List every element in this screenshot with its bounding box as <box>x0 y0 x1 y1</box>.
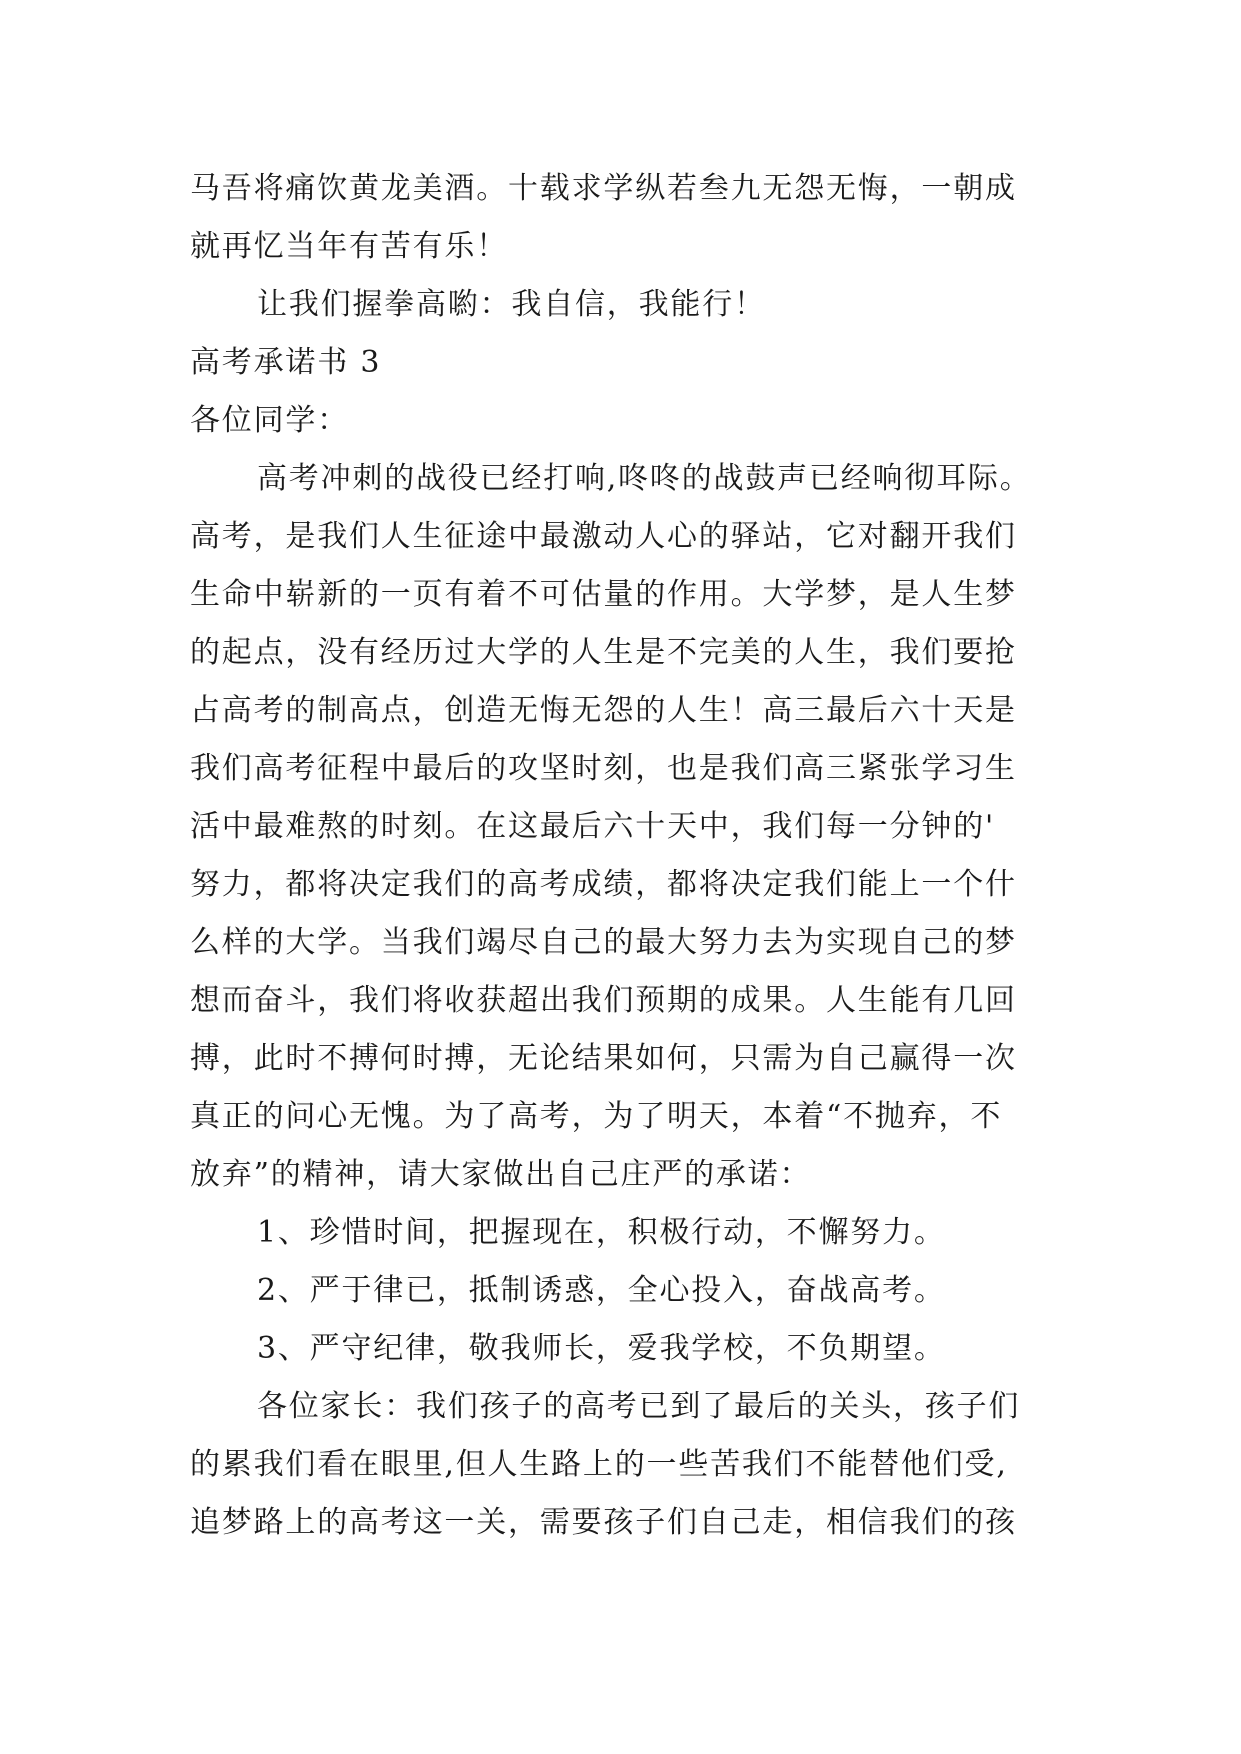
text-line: 真正的问心无愧。为了高考，为了明天，本着“不抛弃，不 <box>190 1099 1003 1134</box>
text-line: 的累我们看在眼里,但人生路上的一些苦我们不能替他们受, <box>190 1447 1008 1482</box>
document-body <box>190 160 1056 1552</box>
text-line: 想而奋斗，我们将收获超出我们预期的成果。人生能有几回 <box>190 983 1017 1018</box>
text-line: 高考冲刺的战役已经打响,咚咚的战鼓声已经响彻耳际。 <box>257 461 1032 496</box>
text-line: 我们高考征程中最后的攻坚时刻，也是我们高三紧张学习生 <box>190 751 1017 786</box>
text-line: 马吾将痛饮黄龙美酒。十载求学纵若叁九无怨无悔，一朝成 <box>190 171 1017 206</box>
text-line: 么样的大学。当我们竭尽自己的最大努力去为实现自己的梦 <box>190 925 1017 960</box>
text-line: 就再忆当年有苦有乐！ <box>190 229 508 264</box>
text-line: 占高考的制高点，创造无悔无怨的人生！高三最后六十天是 <box>190 693 1017 728</box>
salutation: 各位同学： <box>190 403 349 438</box>
text-line: 高考，是我们人生征途中最激动人心的驿站，它对翻开我们 <box>190 519 1017 554</box>
text-line: 努力，都将决定我们的高考成绩，都将决定我们能上一个什 <box>190 867 1017 902</box>
text-line: 追梦路上的高考这一关，需要孩子们自己走，相信我们的孩 <box>190 1505 1017 1540</box>
text-line: 活中最难熬的时刻。在这最后六十天中，我们每一分钟的' <box>190 809 996 844</box>
text-line: 让我们握拳高喲：我自信，我能行！ <box>257 287 766 322</box>
text-line: 生命中崭新的一页有着不可估量的作用。大学梦，是人生梦 <box>190 577 1017 612</box>
text-line: 搏，此时不搏何时搏，无论结果如何，只需为自己赢得一次 <box>190 1041 1017 1076</box>
pledge-item: 3、严守纪律，敬我师长，爱我学校，不负期望。 <box>257 1331 946 1366</box>
section-heading: 高考承诺书 3 <box>190 345 382 380</box>
text-line: 放弃”的精神，请大家做出自己庄严的承诺： <box>190 1157 812 1192</box>
text-line: 各位家长：我们孩子的高考已到了最后的关头，孩子们 <box>257 1389 1021 1424</box>
pledge-item: 1、珍惜时间，把握现在，积极行动，不懈努力。 <box>257 1215 946 1250</box>
pledge-item: 2、严于律已，抵制诱惑，全心投入，奋战高考。 <box>257 1273 946 1308</box>
text-line: 的起点，没有经历过大学的人生是不完美的人生，我们要抢 <box>190 635 1017 670</box>
